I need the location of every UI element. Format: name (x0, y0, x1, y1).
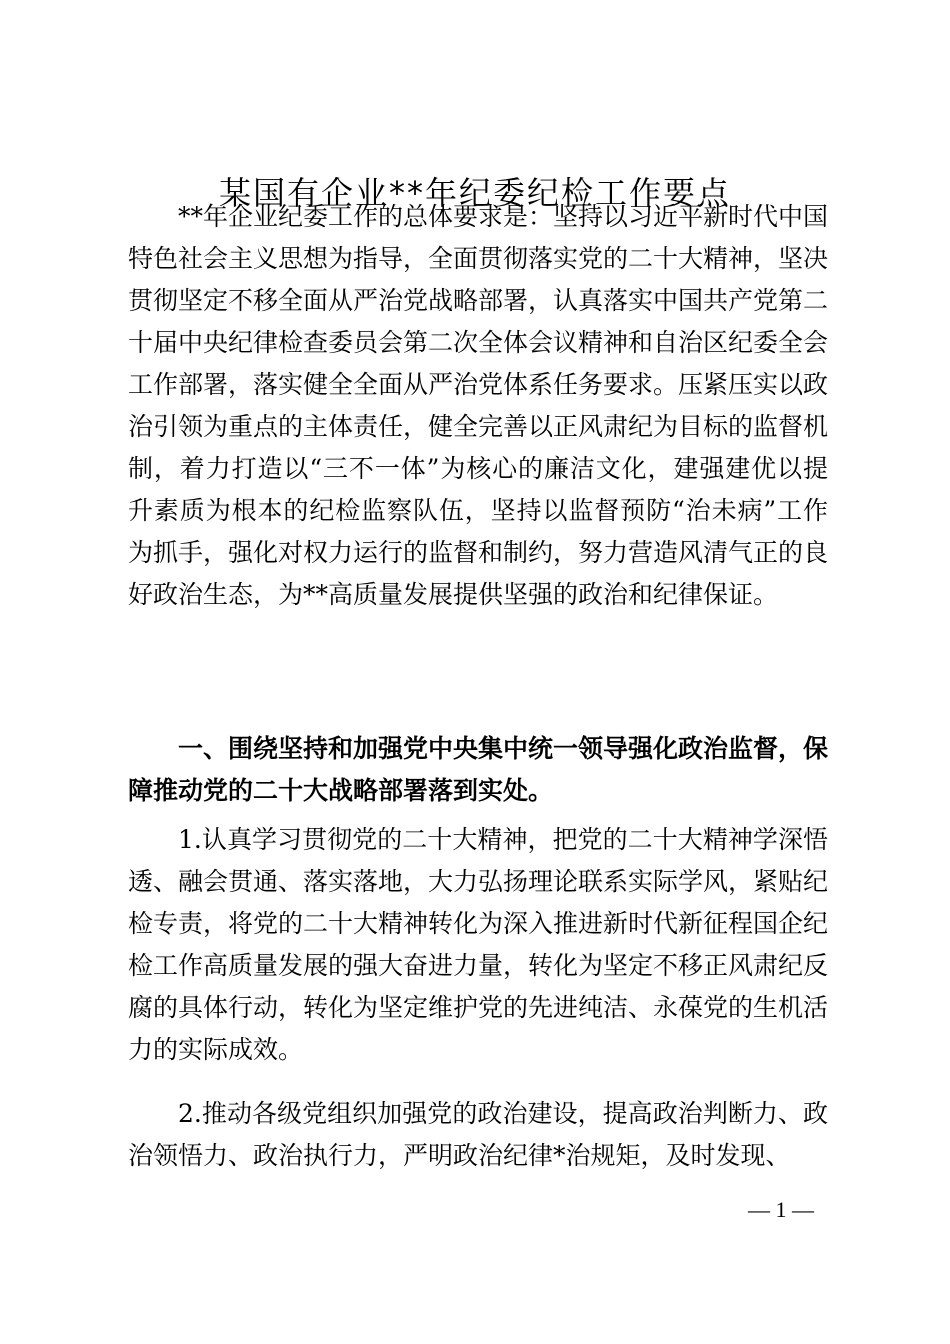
document-title: 某国有企业**年纪委纪检工作要点 (218, 174, 731, 212)
page-number: — 1 — (748, 1197, 814, 1222)
paragraph-item-2: 2.推动各级党组织加强党的政治建设，提高政治判断力、政治领悟力、政治执行力，严明政治纪律*治规矩，及时发现、 (128, 1099, 828, 1170)
intro-paragraph: **年企业纪委工作的总体要求是：坚持以习近平新时代中国特色社会主义思想为指导，全面贯彻落实党的二十大精神，坚决贯彻坚定不移全面从严治党战略部署，认真落实中国共产党第二十届中央纪律检查委员会第二次全体会议精神和自治区纪委全会工作部署，落实健全全面从严治党体系任务要求。压紧压实以政治引领为重点的主体责任，健全完善以正风肃纪为目标的监督机制，着力打造以“三不一体”为核心的廉洁文化，建强建优以提升素质为根本的纪检监察队伍，坚持以监督预防“治未病”工作为抓手，强化对权力运行的监督和制约，努力营造风清气正的良好政治生态，为**高质量发展提供坚强的政治和纪律保证。 (128, 202, 829, 609)
section-heading-1: 一、围绕坚持和加强党中央集中统一领导强化政治监督，保障推动党的二十大战略部署落到实处。 (128, 734, 829, 805)
paragraph-item-1: 1.认真学习贯彻党的二十大精神，把党的二十大精神学深悟透、融会贯通、落实落地，大力弘扬理论联系实际学风，紧贴纪检专责，将党的二十大精神转化为深入推进新时代新征程国企纪检工作高质量发展的强大奋进力量，转化为坚定不移正风肃纪反腐的具体行动，转化为坚定维护党的先进纯洁、永葆党的生机活力的实际成效。 (128, 825, 829, 1064)
